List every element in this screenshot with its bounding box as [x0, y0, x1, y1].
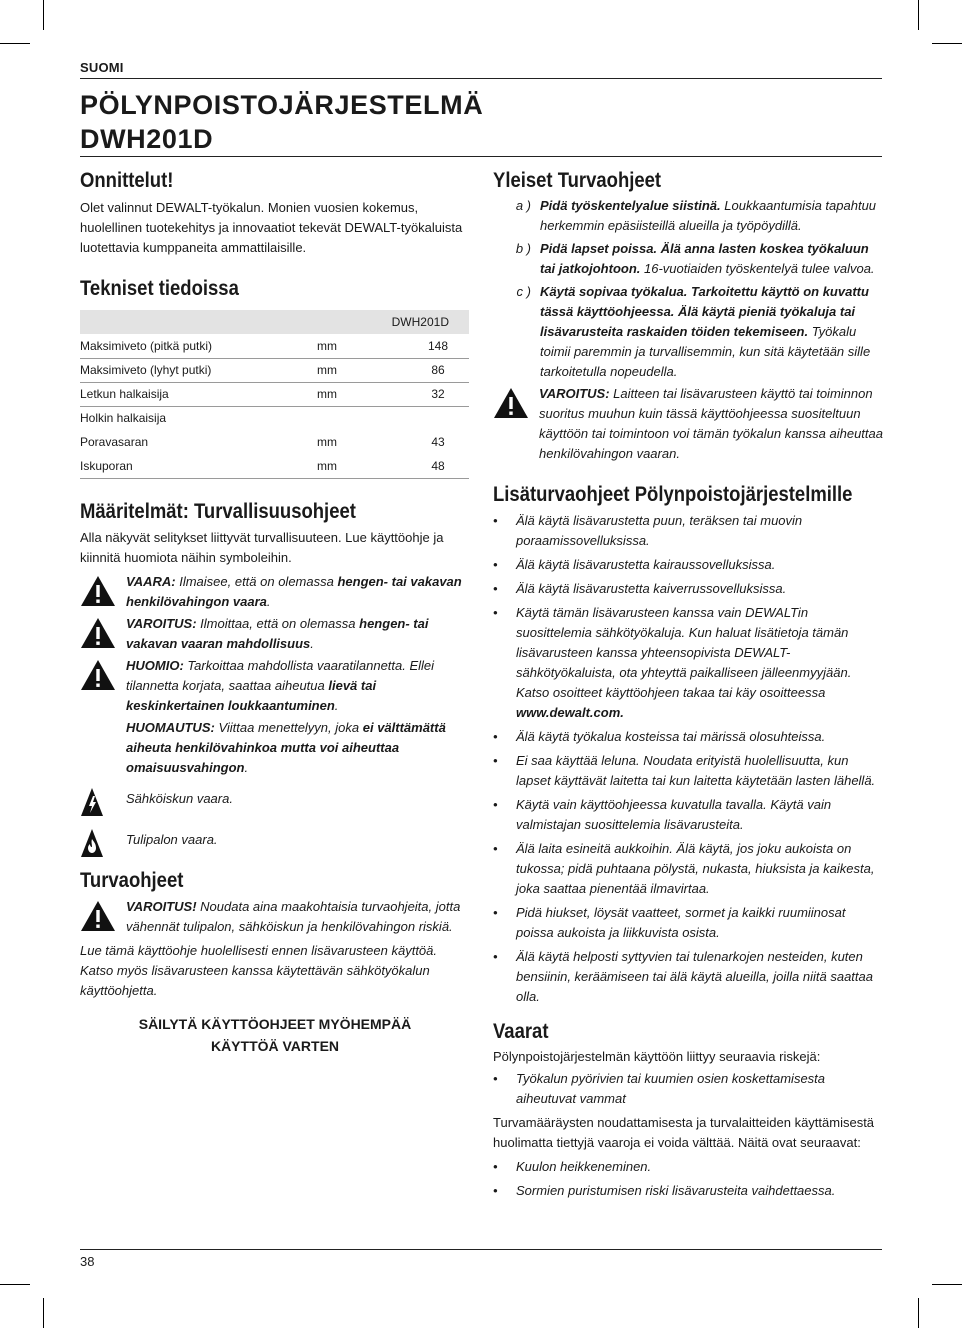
item-text: Työkalu toimii paremmin ja turvallisemmin, kun sitä käytetään sille tarkoitetulla nopeudella.: [540, 324, 871, 379]
item-text: Älä käytä lisävarustetta kaiverrussovelluksissa.: [516, 581, 787, 596]
safety-warning-text: Noudata aina maakohtaisia turvaohjeita, jotta vähennät tulipalon, sähköiskun ja henkilövahingon riskiä.: [126, 898, 461, 934]
list-item: • Älä käytä lisävarustetta kaiverrussovelluksissa.: [493, 579, 885, 599]
list-item: • Käytä tämän lisävarusteen kanssa vain DEWALTin suosittelemia sähkötyökaluja. Kun haluat lisätietoja tämän lisävarusteen kanssa yhteensopivista DEWALT-sähkötyökaluista, ota yhteyttä paikalliseen jälleenmyyjään. Katso osoitteet käyttöohjeen takaa tai käy osoitteessa www.dewalt.com.: [493, 605, 852, 720]
list-item: • Älä käytä työkalua kosteissa tai märissä olosuhteissa.: [493, 727, 885, 747]
caution-text: Tarkoittaa mahdollista vaaratilannetta. Ellei tilannetta korjata, saattaa aiheutua: [126, 657, 435, 693]
right-column: [493, 168, 885, 1201]
title-rule: [80, 156, 882, 157]
item-text: Käytä tämän lisävarusteen kanssa vain DEWALTin suosittelemia sähkötyökaluja. Kun haluat lisätietoja tämän lisävarusteen kanssa yhteensopivista DEWALT-sähkötyökaluista, ota yhteyttä paikalliseen jälleenmyyjään. Katso osoitteet käyttöohjeen takaa tai käy osoitteessa: [516, 605, 852, 700]
caution-end: .: [334, 697, 339, 713]
item-marker: a ): [515, 198, 531, 213]
item-text: Pidä hiukset, löysät vaatteet, sormet ja kaikki ruumiinosat poissa aukoista ja liikkuvista osista.: [516, 905, 846, 940]
risks-list-2: [493, 1157, 885, 1201]
spec-unit: mm: [317, 358, 407, 382]
table-row: [80, 382, 469, 406]
item-text: Älä käytä helposti syttyvien tai tulenarkojen nesteiden, kuten bensiinin, keräämiseen tai älä käytä alueilla, joilla niitä saattaa olla.: [516, 949, 873, 1004]
item-text: Käytä vain käyttöohjeessa kuvatulla tavalla. Käytä vain valmistajan suosittelemia lisävarusteita.: [516, 797, 832, 832]
fire-definition: [80, 825, 470, 858]
page-number: 38: [80, 1254, 95, 1269]
list-item: • Työkalun pyörivien tai kuumien osien koskettamisesta aiheutuvat vammat: [493, 1069, 885, 1109]
list-item: • Kuulon heikkeneminen.: [493, 1157, 885, 1177]
spec-value: 32: [407, 382, 469, 406]
notice-definition: [80, 718, 470, 778]
warning-text: Ilmoittaa, että on olemassa: [196, 615, 360, 631]
item-bold: Pidä työskentelyalue siistinä.: [540, 198, 721, 213]
spec-label: Letkun halkaisija: [80, 382, 317, 406]
warning-triangle-icon: [80, 617, 116, 649]
item-text: Älä laita esineitä aukkoihin. Älä käytä, jos joku aukoista on tukossa; pidä puhtaana pölystä, nukasta, hiuksista ja kaikesta, joka saattaa pienentää ilmavirtaa.: [516, 841, 875, 896]
risks-intro: Pölynpoistojärjestelmän käyttöön liittyy seuraavia riskejä:: [493, 1049, 821, 1064]
spec-table: [80, 310, 469, 479]
definitions-intro: Alla näkyvät selitykset liittyvät turvallisuuteen. Lue käyttöohje ja kiinnitä huomiota näihin symboleihin.: [80, 529, 444, 565]
item-text: 16-vuotiaiden työskentelyä tulee valvoa.: [640, 261, 875, 276]
keep-instructions: SÄILYTÄ KÄYTTÖOHJEET MYÖHEMPÄÄ KÄYTTÖÄ VARTEN: [138, 1015, 412, 1054]
item-marker: b ): [515, 241, 531, 256]
danger-label: VAARA:: [126, 573, 176, 589]
spec-label: Maksimiveto (lyhyt putki): [80, 358, 317, 382]
crop-mark: [0, 43, 30, 44]
spec-group-label: Holkin halkaisija: [80, 411, 167, 426]
congrats-text: Olet valinnut DEWALT-työkalun. Monien vuosien kokemus, huolellinen tuotekehitys ja innovaatiot tekevät DEWALT-työkaluista luotettavia kumppaneita ammattilaisille.: [80, 200, 463, 255]
table-row: [80, 334, 469, 358]
table-row: [80, 454, 469, 478]
caution-label: HUOMIO:: [126, 657, 184, 673]
safety-note: Lue tämä käyttöohje huolellisesti ennen lisävarusteen käyttöä. Katso myös lisävarusteen kanssa käytettävän sähkötyökalun käyttöohjetta.: [80, 942, 437, 998]
crop-mark: [918, 0, 919, 30]
danger-text: Ilmaisee, että on olemassa: [175, 573, 338, 589]
crop-mark: [932, 43, 962, 44]
spec-unit: mm: [317, 454, 407, 478]
item-text: Älä käytä työkalua kosteissa tai märissä olosuhteissa.: [516, 729, 826, 744]
spec-value: 148: [407, 334, 469, 358]
item-marker: c ): [516, 284, 531, 299]
item-text: Kuulon heikkeneminen.: [516, 1159, 652, 1174]
warning-end: .: [310, 635, 314, 651]
spec-unit: mm: [317, 382, 407, 406]
danger-definition: [80, 572, 470, 612]
electric-shock-icon: [80, 787, 104, 817]
list-item: • Älä käytä lisävarustetta kairaussovelluksissa.: [493, 555, 885, 575]
item-text: Sormien puristumisen riski lisävarusteita vaihdettaessa.: [516, 1183, 836, 1198]
general-warning-label: VAROITUS:: [539, 386, 610, 401]
left-column: [80, 168, 470, 1057]
spec-label: Maksimiveto (pitkä putki): [80, 334, 317, 358]
general-heading: Yleiset Turvaohjeet: [493, 169, 662, 192]
language-label: SUOMI: [80, 60, 124, 75]
fire-text: Tulipalon vaara.: [126, 831, 218, 847]
table-row: [80, 358, 469, 382]
item-bold: Käytä sopivaa työkalua. Tarkoitettu käyttö on kuvattu tässä käyttöohjeessa. Älä käytä pieniä työkaluja tai lisävarusteita raskaiden töiden tekemiseen.: [540, 284, 869, 339]
spec-value: 43: [431, 435, 445, 449]
safety-heading: Turvaohjeet: [80, 868, 184, 892]
tech-heading: Tekniset tiedoissa: [80, 277, 239, 300]
notice-label: HUOMAUTUS:: [126, 719, 215, 735]
title-line-1: PÖLYNPOISTOJÄRJESTELMÄ: [80, 90, 484, 120]
warning-label: VAROITUS:: [126, 615, 197, 631]
warning-bold: hengen- tai vakavan vaaran mahdollisuus: [126, 615, 429, 651]
list-item: • Älä käytä helposti syttyvien tai tulenarkojen nesteiden, kuten bensiinin, keräämiseen tai älä käytä alueilla, joilla niitä saattaa olla.: [493, 947, 885, 1007]
definitions-heading: Määritelmät: Turvallisuusohjeet: [80, 499, 356, 523]
spec-unit: mm: [317, 334, 407, 358]
spec-value: 48: [407, 454, 469, 478]
caution-definition: [80, 656, 470, 716]
list-item: [493, 239, 885, 279]
notice-end: .: [244, 759, 249, 775]
item-text: Ei saa käyttää leluna. Noudata erityistä huolellisuutta, kun lapset käyttävät laitetta tai kun laitetta käytetään lasten lähellä.: [516, 753, 876, 788]
item-text: Loukkaantumisia tapahtuu herkemmin epäsiisteillä alueilla ja työpöydillä.: [540, 198, 877, 233]
footer-rule: [80, 1249, 882, 1250]
item-bold: Pidä lapset poissa. Älä anna lasten koskea työkaluun tai jatkojohtoon.: [540, 241, 869, 276]
general-list: [493, 196, 885, 382]
notice-bold: ei välttämättä aiheuta henkilövahinkoa mutta voi aiheuttaa omaisuusvahingon: [126, 719, 446, 775]
spec-label: Poravasaran: [80, 435, 149, 449]
risks-heading: Vaarat: [493, 1020, 549, 1043]
website-link[interactable]: www.dewalt.com.: [516, 705, 624, 720]
warning-triangle-icon: [80, 575, 116, 607]
list-item: • Käytä vain käyttöohjeessa kuvatulla tavalla. Käytä vain valmistajan suosittelemia lisävarusteita.: [493, 795, 885, 835]
congrats-heading: Onnittelut!: [80, 169, 174, 192]
crop-mark: [43, 0, 44, 30]
danger-end: .: [266, 593, 271, 609]
title-line-2: DWH201D: [80, 124, 214, 154]
general-warning: [493, 384, 885, 464]
list-item: • Pidä hiukset, löysät vaatteet, sormet ja kaikki ruumiinosat poissa aukoista ja liikkuvista osista.: [493, 903, 885, 943]
spec-model: DWH201D: [80, 310, 469, 334]
spec-unit: mm: [317, 435, 337, 449]
notice-text: Viittaa menettelyyn, joka: [214, 719, 363, 735]
crop-mark: [918, 1298, 919, 1328]
electric-text: Sähköiskun vaara.: [126, 790, 233, 806]
header-rule: [80, 78, 882, 79]
electric-definition: [80, 784, 470, 817]
crop-mark: [0, 1284, 30, 1285]
page-title: [80, 88, 483, 156]
list-item: [493, 196, 885, 236]
risks-list-1: [493, 1069, 885, 1109]
spec-label: Iskuporan: [80, 454, 317, 478]
additional-heading: Lisäturvaohjeet Pölynpoistojärjestelmille: [493, 483, 853, 506]
list-item: • Sormien puristumisen riski lisävarusteita vaihdettaessa.: [493, 1181, 885, 1201]
caution-bold: lievä tai keskinkertainen loukkaantuminen: [126, 677, 377, 713]
table-row: [80, 430, 469, 454]
risks-mid: Turvamääräysten noudattamisesta ja turvalaitteiden käyttämisestä huolimatta tiettyjä vaaroja ei voida välttää. Näitä ovat seuraavat:: [493, 1115, 875, 1150]
list-item: • Älä käytä lisävarustetta puun, teräksen tai muovin poraamissovelluksissa.: [493, 511, 885, 551]
item-text: Työkalun pyörivien tai kuumien osien koskettamisesta aiheutuvat vammat: [516, 1071, 826, 1106]
warning-triangle-icon: [80, 900, 116, 932]
spec-value: 86: [407, 358, 469, 382]
warning-triangle-icon: [493, 387, 529, 419]
safety-warning: [80, 897, 470, 937]
item-text: Älä käytä lisävarustetta puun, teräksen tai muovin poraamissovelluksissa.: [516, 513, 803, 548]
list-item: • Älä laita esineitä aukkoihin. Älä käytä, jos joku aukoista on tukossa; pidä puhtaana pölystä, nukasta, hiuksista ja kaikesta, joka saattaa pienentää ilmavirtaa.: [493, 839, 885, 899]
list-item: [493, 282, 885, 382]
fire-hazard-icon: [80, 828, 104, 858]
safety-warning-label: VAROITUS!: [126, 898, 197, 914]
additional-list: [493, 511, 885, 1007]
list-item: • Ei saa käyttää leluna. Noudata erityistä huolellisuutta, kun lapset käyttävät laitetta tai kun laitetta käytetään lasten lähellä.: [493, 751, 885, 791]
table-row: [80, 406, 469, 430]
item-text: Älä käytä lisävarustetta kairaussovelluksissa.: [516, 557, 776, 572]
warning-definition: [80, 614, 470, 654]
general-warning-text: Laitteen tai lisävarusteen käyttö tai toiminnon suoritus muuhun kuin tässä käyttöohjeessa suositeltuun käyttöön tai toimintoon voi tämän työkalun kanssa aiheuttaa henkilövahingon vaaran.: [539, 386, 883, 461]
crop-mark: [932, 1284, 962, 1285]
warning-triangle-icon: [80, 659, 116, 691]
crop-mark: [43, 1298, 44, 1328]
danger-bold: hengen- tai vakavan henkilövahingon vaara: [126, 573, 462, 609]
